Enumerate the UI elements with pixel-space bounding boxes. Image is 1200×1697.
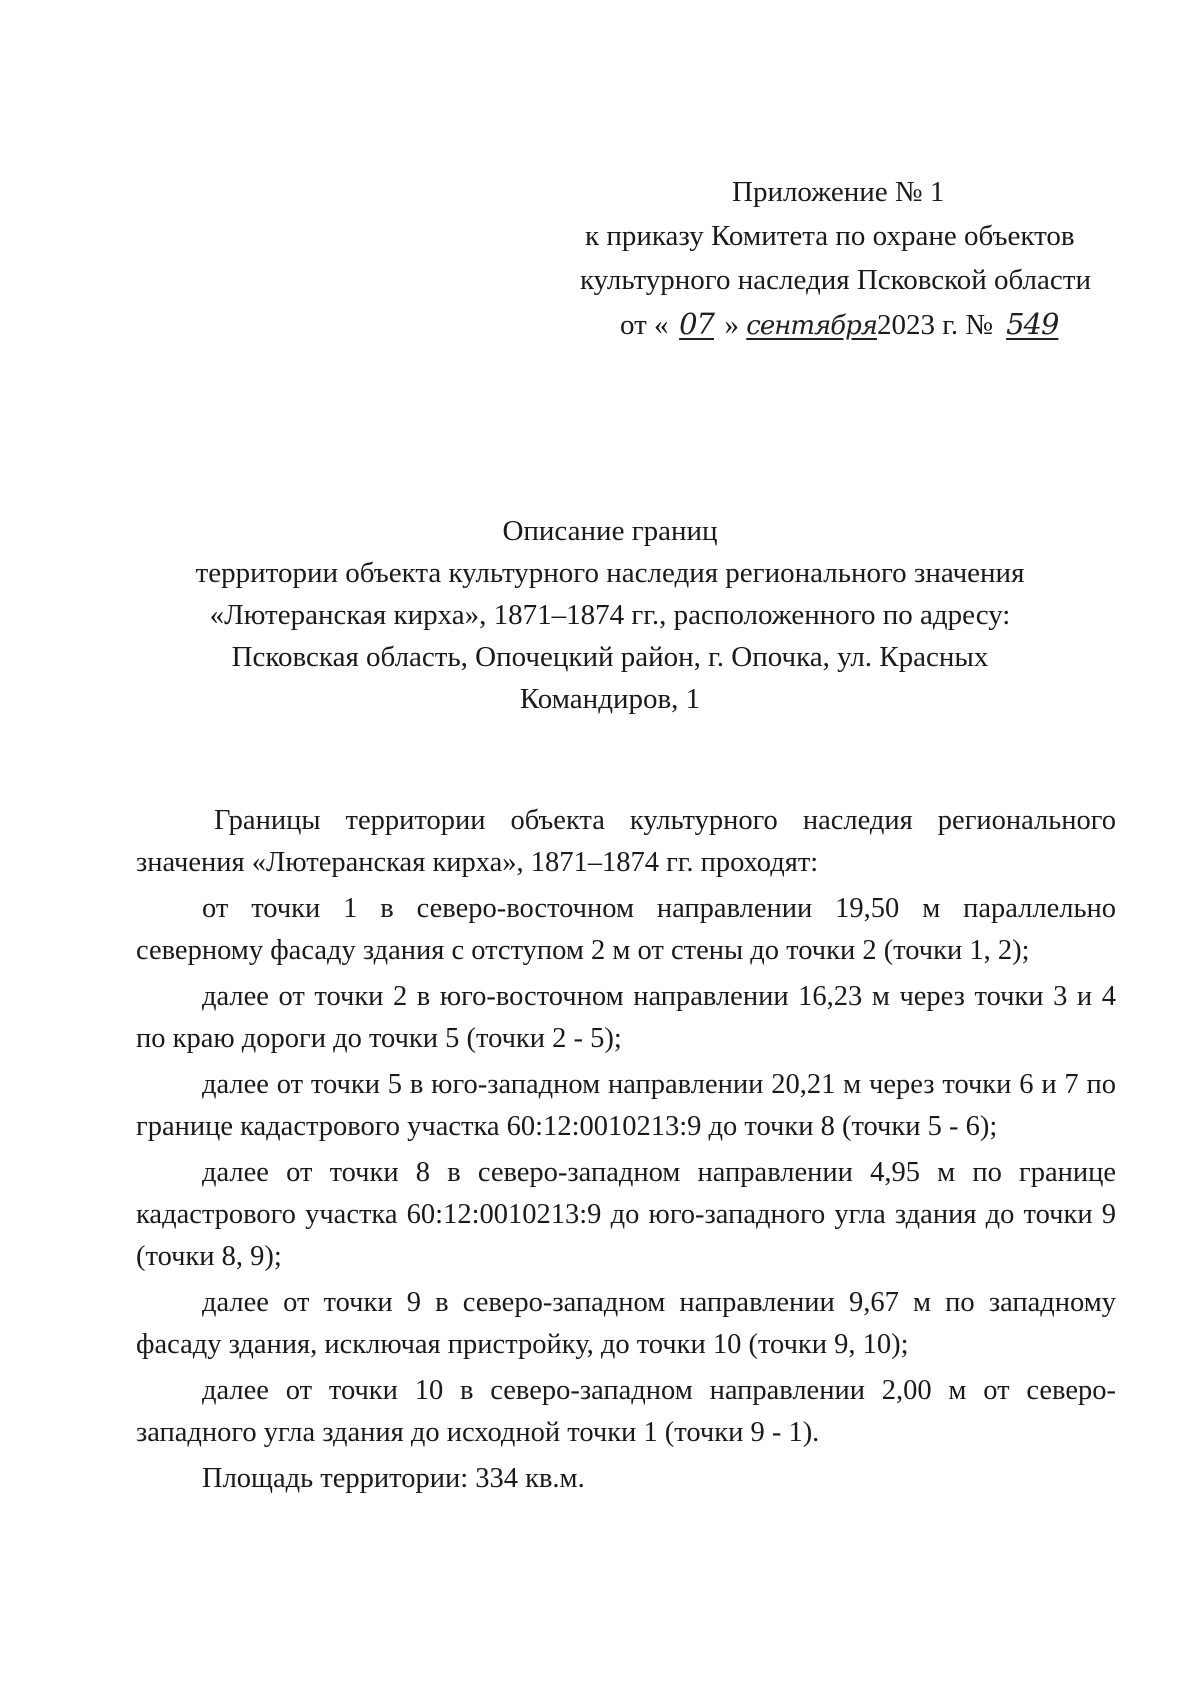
handwritten-month: сентября [746, 311, 877, 341]
appendix-title: Приложение № 1 [732, 176, 945, 208]
date-mid: » [724, 309, 740, 341]
boundary-segment: далее от точки 2 в юго-восточном направлении 16,23 м через точки 3 и 4 по краю дороги до точки 5 (точки 2 - 5); [136, 981, 1116, 1054]
title-line-5: Командиров, 1 [519, 683, 701, 715]
appendix-order-reference: к приказу Комитета по охране объектов [585, 220, 1075, 252]
title-line-4: Псковская область, Опочецкий район, г. Опочка, ул. Красных [231, 641, 989, 673]
territory-area: Площадь территории: 334 кв.м. [202, 1463, 585, 1494]
handwritten-day: 07 [679, 307, 714, 341]
title-line-3: «Лютеранская кирха», 1871–1874 гг., расположенного по адресу: [209, 599, 1011, 631]
boundary-segment: далее от точки 5 в юго-западном направлении 20,21 м через точки 6 и 7 по границе кадастрового участка 60:12:0010213:9 до точки 8 (точки 5 - 6); [136, 1069, 1116, 1142]
appendix-committee: культурного наследия Псковской области [580, 264, 1091, 296]
date-year: 2023 г. № [876, 309, 994, 341]
boundary-segment: далее от точки 10 в северо-западном направлении 2,00 м от северо-западного угла здания до исходной точки 1 (точки 9 - 1). [136, 1375, 1116, 1448]
boundary-segment: далее от точки 8 в северо-западном направлении 4,95 м по границе кадастрового участка 60:12:0010213:9 до юго-западного угла здания до точки 9 (точки 8, 9); [136, 1157, 1116, 1272]
date-prefix: от « [620, 309, 669, 341]
appendix-date-line [560, 302, 1120, 348]
appendix-header [560, 170, 1120, 348]
document-title [130, 510, 1090, 720]
title-line-2: территории объекта культурного наследия регионального значения [195, 557, 1025, 589]
boundary-segment: далее от точки 9 в северо-западном направлении 9,67 м по западному фасаду здания, исключая пристройку, до точки 10 (точки 9, 10); [136, 1287, 1116, 1360]
handwritten-order-number: 549 [1006, 307, 1059, 341]
document-body [136, 800, 1116, 1504]
title-line-1: Описание границ [502, 515, 718, 547]
intro-paragraph: Границы территории объекта культурного наследия регионального значения «Лютеранская кирха», 1871–1874 гг. проходят: [136, 805, 1116, 878]
boundary-segment: от точки 1 в северо-восточном направлении 19,50 м параллельно северному фасаду здания с отступом 2 м от стены до точки 2 (точки 1, 2); [136, 893, 1116, 966]
